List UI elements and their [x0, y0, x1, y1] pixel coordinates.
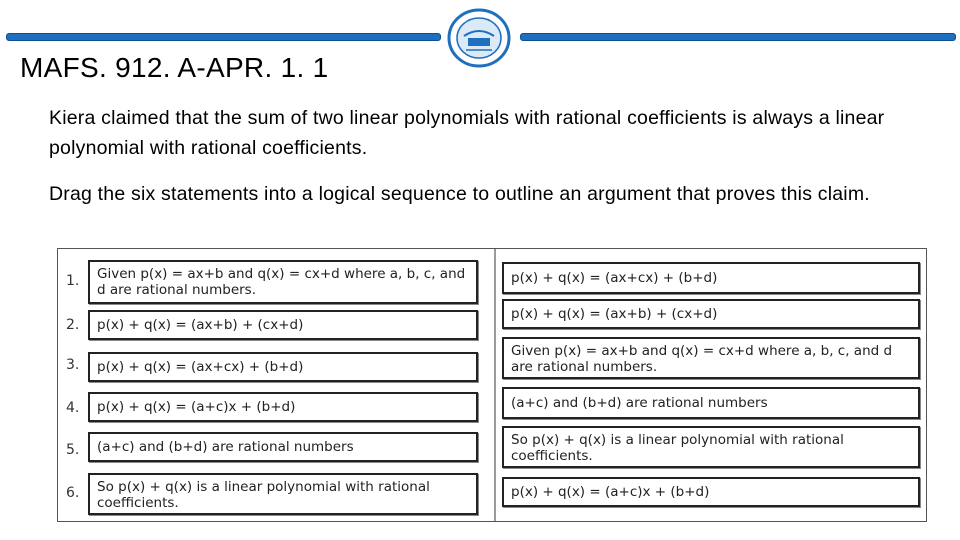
slot-card-1-text: Given p(x) = ax+b and q(x) = cx+d where a, b, c, and d are rational numbers. — [97, 266, 470, 298]
step-number-5: 5. — [66, 442, 80, 458]
statement-card-2[interactable] — [502, 299, 920, 329]
slot-card-6-text: So p(x) + q(x) is a linear polynomial with rational coefficients. — [97, 479, 435, 511]
statement-card-2-text: p(x) + q(x) = (ax+b) + (cx+d) — [511, 306, 718, 322]
school-seal-icon — [446, 8, 512, 68]
header-right-bar — [520, 33, 956, 41]
statement-card-5[interactable] — [502, 426, 920, 468]
prompt-paragraph-2: Drag the six statements into a logical sequence to outline an argument that proves this claim. — [49, 183, 870, 205]
slot-card-4[interactable] — [88, 392, 478, 422]
step-number-1: 1. — [66, 273, 80, 289]
slot-card-3-text: p(x) + q(x) = (ax+cx) + (b+d) — [97, 359, 304, 375]
statement-card-3-text: Given p(x) = ax+b and q(x) = cx+d where a, b, c, and d are rational numbers. — [511, 343, 897, 375]
slot-card-6[interactable] — [88, 473, 478, 515]
slot-card-2-text: p(x) + q(x) = (ax+b) + (cx+d) — [97, 317, 304, 333]
slot-card-4-text: p(x) + q(x) = (a+c)x + (b+d) — [97, 399, 296, 415]
slot-card-2[interactable] — [88, 310, 478, 340]
slot-card-3[interactable] — [88, 352, 478, 382]
column-divider — [494, 249, 496, 521]
slot-card-1[interactable] — [88, 260, 478, 304]
step-number-4: 4. — [66, 400, 80, 416]
statement-card-5-text: So p(x) + q(x) is a linear polynomial with rational coefficients. — [511, 432, 849, 464]
statement-card-1-text: p(x) + q(x) = (ax+cx) + (b+d) — [511, 270, 718, 286]
sequence-panel — [57, 248, 927, 522]
statement-card-6-text: p(x) + q(x) = (a+c)x + (b+d) — [511, 484, 710, 500]
statement-card-1[interactable] — [502, 262, 920, 294]
step-number-3: 3. — [66, 357, 80, 373]
statement-card-4-text: (a+c) and (b+d) are rational numbers — [511, 395, 768, 411]
prompt-paragraph-1: Kiera claimed that the sum of two linear polynomials with rational coefficients is always a linear polynomial with rational coefficients. — [49, 107, 885, 159]
page-title: MAFS. 912. A-APR. 1. 1 — [20, 52, 329, 83]
step-number-2: 2. — [66, 317, 80, 333]
statement-card-6[interactable] — [502, 477, 920, 507]
step-number-6: 6. — [66, 485, 80, 501]
header-left-bar — [6, 33, 441, 41]
statement-card-3[interactable] — [502, 337, 920, 379]
statement-card-4[interactable] — [502, 387, 920, 419]
slot-card-5[interactable] — [88, 432, 478, 462]
slot-card-5-text: (a+c) and (b+d) are rational numbers — [97, 439, 354, 455]
